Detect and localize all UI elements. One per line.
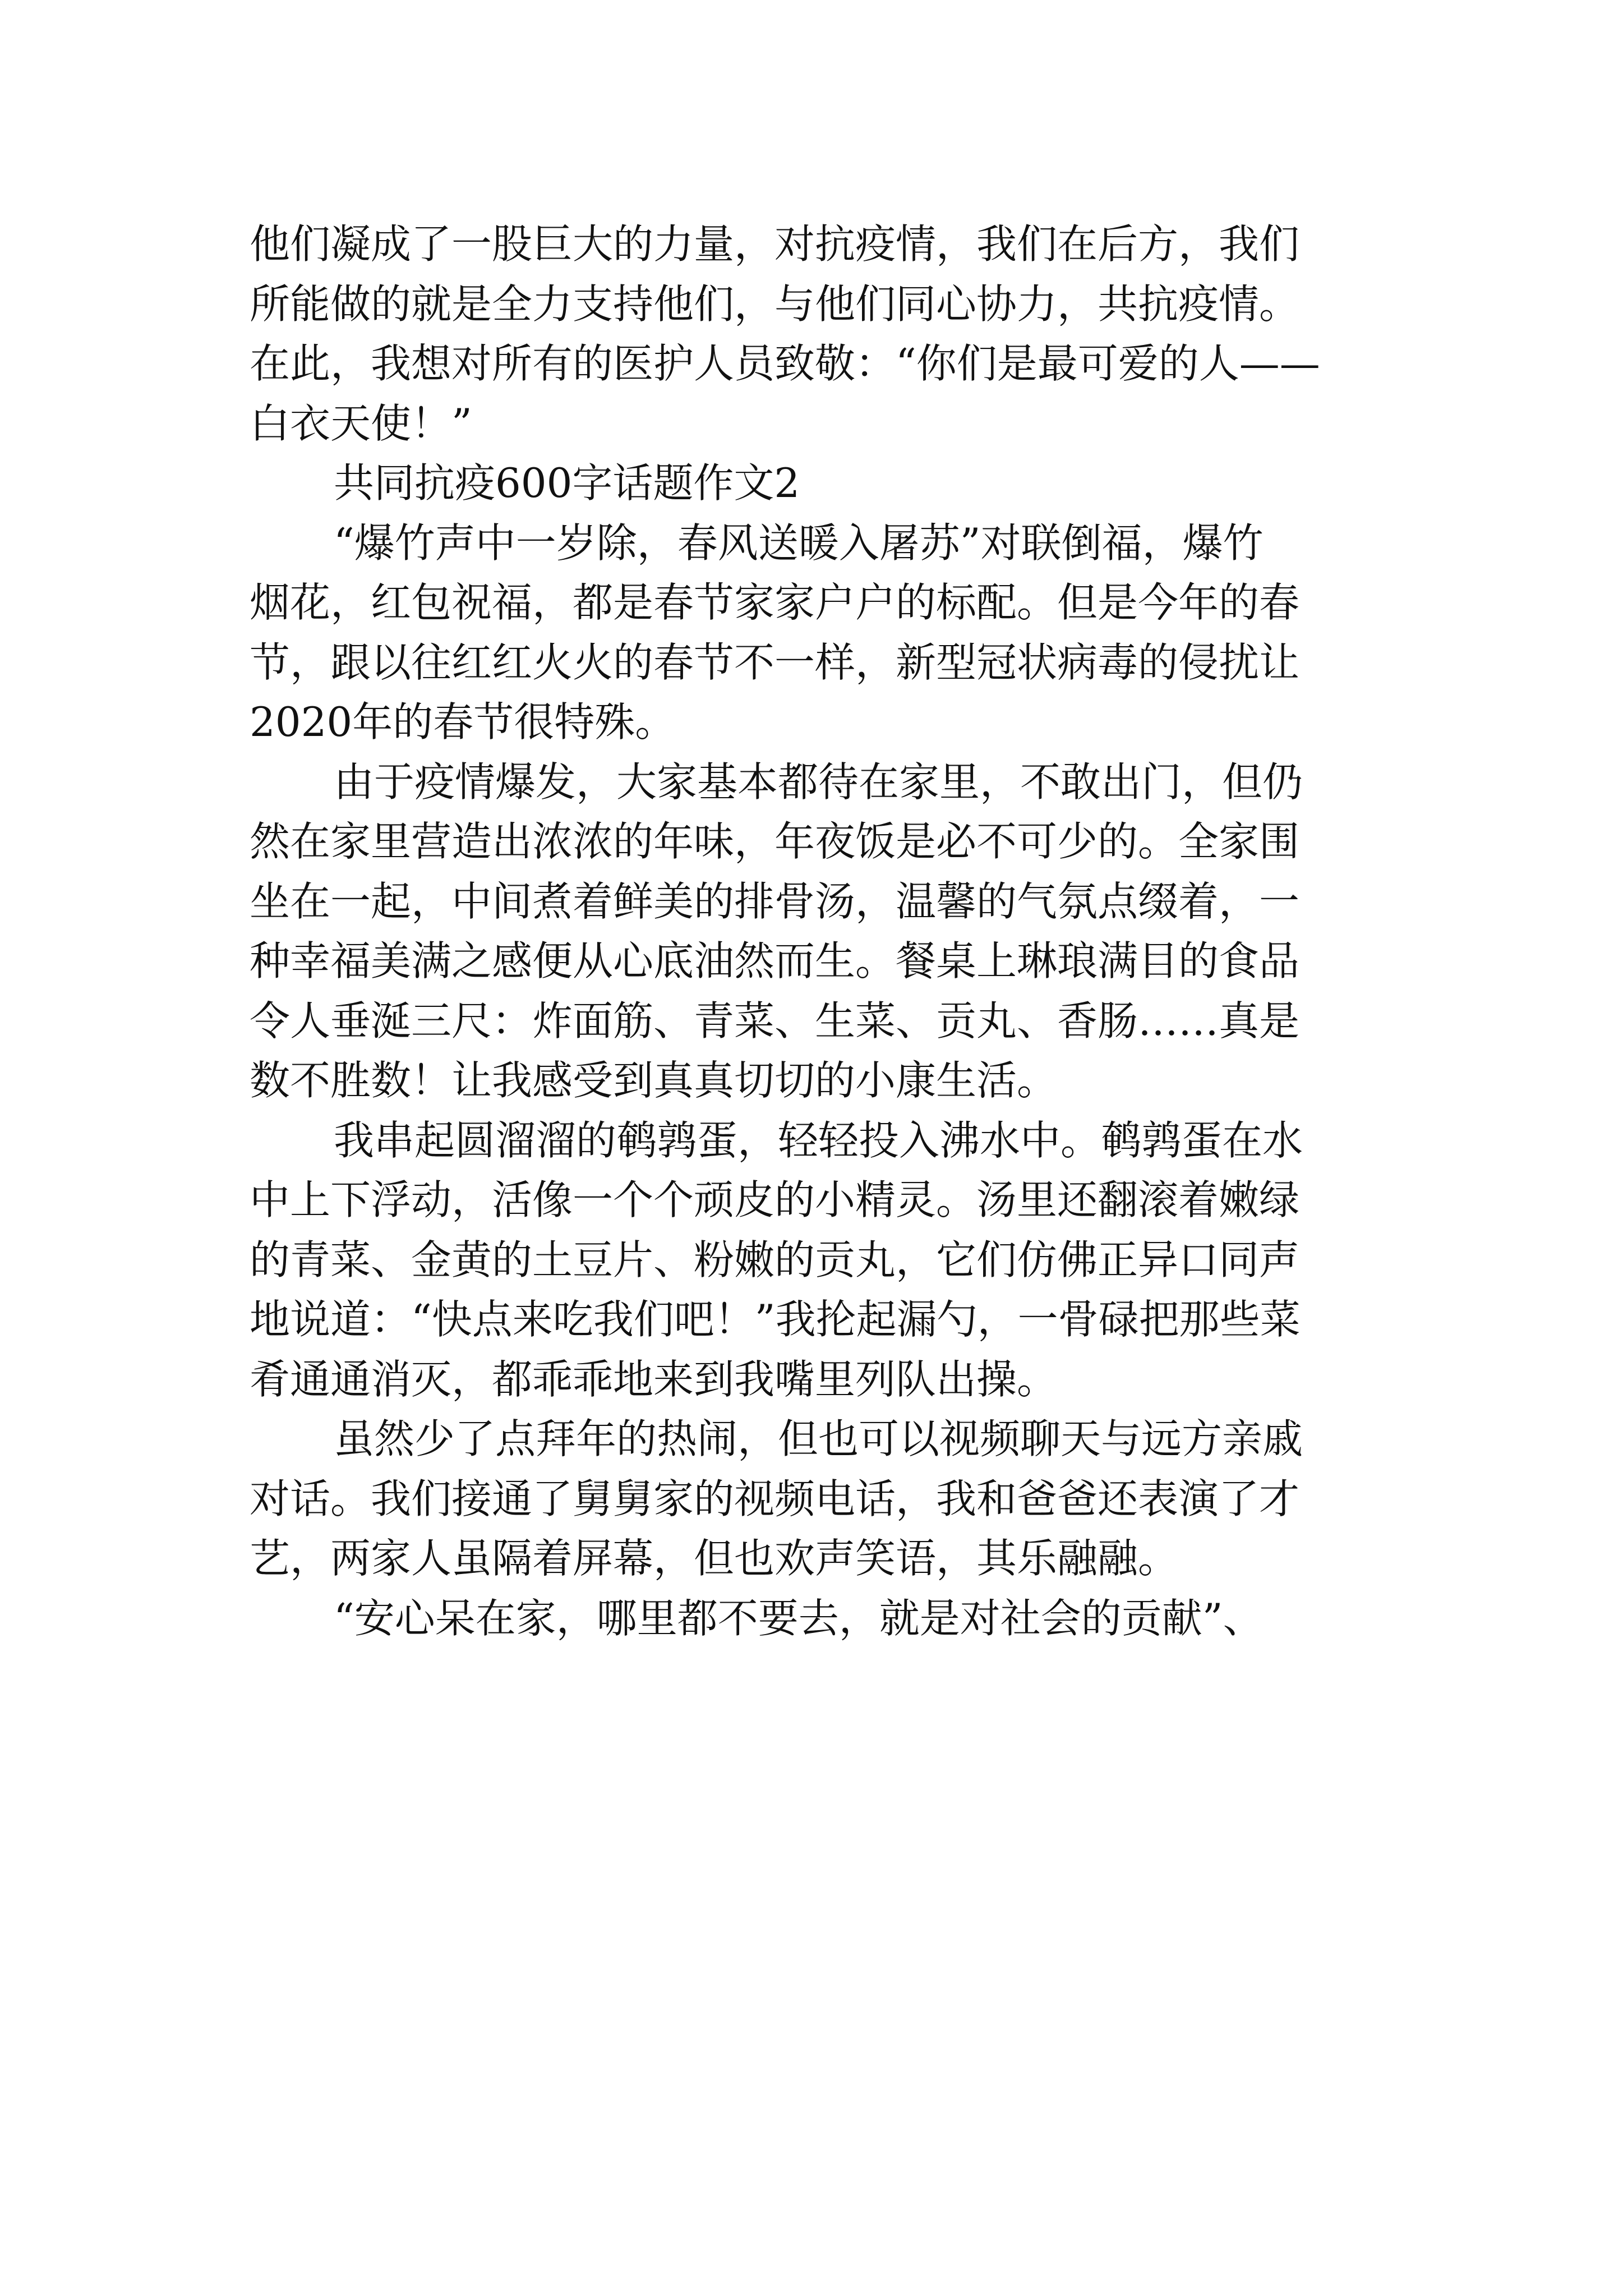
text-line: 地说道：“快点来吃我们吧！”我抡起漏勺，一骨碌把那些菜 [250, 1296, 1301, 1343]
text-line: 中上下浮动，活像一个个顽皮的小精灵。汤里还翻滚着嫩绿 [250, 1176, 1300, 1223]
text-line: 坐在一起，中间煮着鲜美的排骨汤，温馨的气氛点缀着，一 [250, 877, 1300, 925]
text-line: 种幸福美满之感便从心底油然而生。餐桌上琳琅满目的食品 [250, 937, 1300, 984]
text-line: 所能做的就是全力支持他们，与他们同心协力，共抗疫情。 [250, 280, 1300, 328]
text-line: 令人垂涎三尺：炸面筋、青菜、生菜、贡丸、香肠……真是 [250, 997, 1300, 1045]
body-text [250, 214, 1399, 1648]
text-line: 艺，两家人虽隔着屏幕，但也欢声笑语，其乐融融。 [250, 1535, 1179, 1582]
text-line: 烟花，红包祝福，都是春节家家户户的标配。但是今年的春 [250, 579, 1300, 626]
text-line: 白衣天使！” [250, 399, 472, 447]
section-heading: 共同抗疫600字话题作文2 [334, 459, 800, 507]
text-line: 2020年的春节很特殊。 [250, 698, 676, 746]
text-line: 他们凝成了一股巨大的力量，对抗疫情，我们在后方，我们 [250, 220, 1300, 268]
text-line: 数不胜数！让我感受到真真切切的小康生活。 [250, 1057, 1058, 1104]
text-line: 节，跟以往红红火火的春节不一样，新型冠状病毒的侵扰让 [250, 638, 1300, 686]
text-line: 对话。我们接通了舅舅家的视频电话，我和爸爸还表演了才 [250, 1475, 1300, 1522]
text-line: 然在家里营造出浓浓的年味，年夜饭是必不可少的。全家围 [250, 818, 1300, 865]
text-line: 肴通通消灭，都乖乖地来到我嘴里列队出操。 [250, 1355, 1058, 1403]
text-line: 虽然少了点拜年的热闹，但也可以视频聊天与远方亲戚 [334, 1415, 1303, 1462]
text-line: 的青菜、金黄的土豆片、粉嫩的贡丸，它们仿佛正异口同声 [250, 1236, 1300, 1283]
text-line: 由于疫情爆发，大家基本都待在家里，不敢出门，但仍 [334, 758, 1303, 806]
text-line: 我串起圆溜溜的鹌鹑蛋，轻轻投入沸水中。鹌鹑蛋在水 [334, 1116, 1303, 1164]
text-line: “爆竹声中一岁除，春风送暖入屠苏”对联倒福，爆竹 [334, 519, 1264, 567]
text-line: “安心呆在家，哪里都不要去，就是对社会的贡献”、 [334, 1594, 1264, 1642]
text-line: 在此，我想对所有的医护人员致敬：“你们是最可爱的人—— [250, 340, 1320, 387]
